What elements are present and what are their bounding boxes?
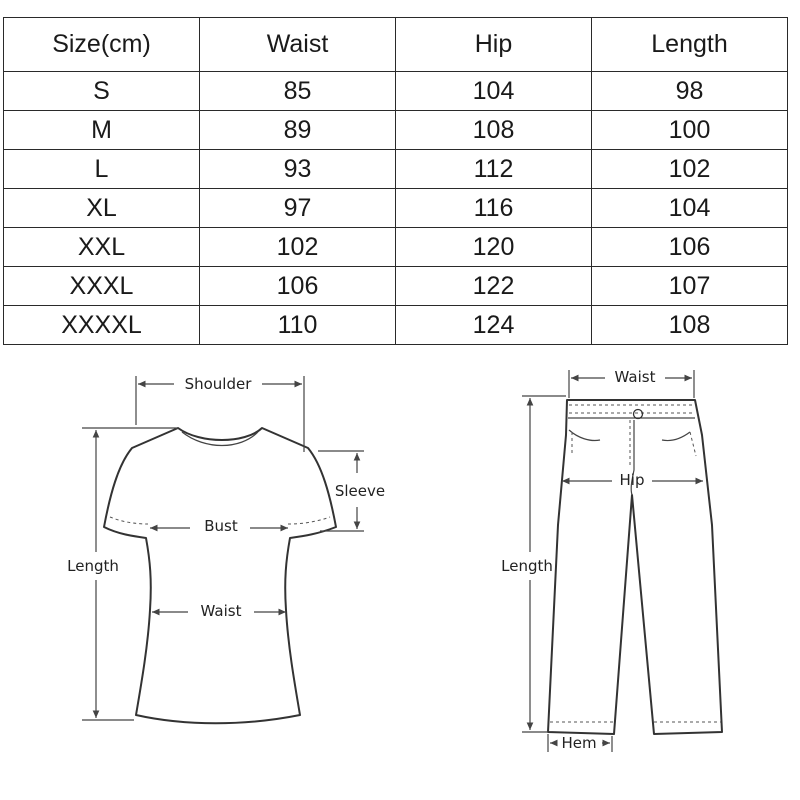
table-row [4, 306, 788, 345]
size-chart-table [3, 17, 788, 345]
bust-label: Bust [204, 517, 238, 535]
measurement-diagrams [0, 355, 800, 800]
hip-cell: 108 [396, 111, 592, 150]
hip-cell: 124 [396, 306, 592, 345]
header-waist: Waist [200, 18, 396, 72]
length-cell: 98 [592, 72, 788, 111]
size-cell: XXXL [4, 267, 200, 306]
header-size: Size(cm) [4, 18, 200, 72]
pants-length-label: Length [501, 557, 553, 575]
table-row [4, 228, 788, 267]
hip-cell: 122 [396, 267, 592, 306]
waist-cell: 106 [200, 267, 396, 306]
length-cell: 100 [592, 111, 788, 150]
size-cell: XXL [4, 228, 200, 267]
size-cell: XXXXL [4, 306, 200, 345]
length-cell: 102 [592, 150, 788, 189]
table-row [4, 189, 788, 228]
waist-cell: 97 [200, 189, 396, 228]
sleeve-label: Sleeve [334, 482, 386, 500]
hip-cell: 116 [396, 189, 592, 228]
size-cell: S [4, 72, 200, 111]
waist-cell: 110 [200, 306, 396, 345]
pants-diagram [501, 368, 722, 752]
table-row [4, 150, 788, 189]
pants-waist-label: Waist [614, 368, 656, 386]
table-row [4, 111, 788, 150]
table-row [4, 267, 788, 306]
pants-outline [548, 400, 722, 734]
hip-cell: 104 [396, 72, 592, 111]
size-cell: XL [4, 189, 200, 228]
length-cell: 108 [592, 306, 788, 345]
size-cell: M [4, 111, 200, 150]
waist-cell: 85 [200, 72, 396, 111]
waist-cell: 102 [200, 228, 396, 267]
shoulder-label: Shoulder [184, 375, 252, 393]
table-row [4, 72, 788, 111]
header-hip: Hip [396, 18, 592, 72]
hip-label: Hip [619, 471, 645, 489]
length-cell: 104 [592, 189, 788, 228]
table-body [4, 72, 788, 345]
hip-cell: 120 [396, 228, 592, 267]
waist-cell: 89 [200, 111, 396, 150]
length-cell: 106 [592, 228, 788, 267]
hem-label: Hem [561, 734, 597, 752]
header-length: Length [592, 18, 788, 72]
tshirt-diagram [67, 375, 385, 723]
size-cell: L [4, 150, 200, 189]
tshirt-outline [104, 428, 336, 723]
tshirt-collar [182, 432, 258, 446]
length-label: Length [67, 557, 119, 575]
hip-cell: 112 [396, 150, 592, 189]
length-cell: 107 [592, 267, 788, 306]
waist-label: Waist [200, 602, 242, 620]
waist-cell: 93 [200, 150, 396, 189]
table-header-row [4, 18, 788, 72]
